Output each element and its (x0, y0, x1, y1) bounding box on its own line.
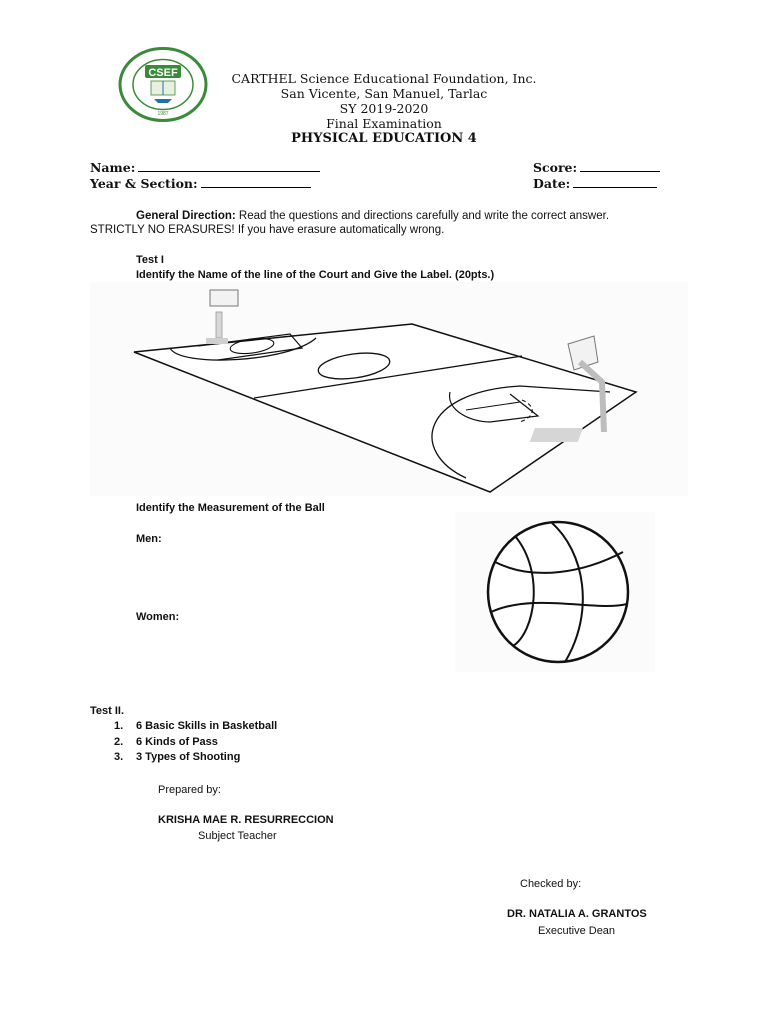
direction-text: Read the questions and directions carefully and write the correct answer. (235, 210, 610, 222)
logo-year: 1987 (157, 111, 169, 117)
date-label: Date: (533, 176, 571, 191)
general-direction (90, 209, 690, 237)
score-blank[interactable] (580, 160, 660, 172)
institution-name: CARTHEL Science Educational Foundation, Inc. (231, 71, 537, 86)
year-section-blank[interactable] (201, 176, 311, 188)
school-year: SY 2019-2020 (339, 101, 429, 116)
ball-instruction: Identify the Measurement of the Ball (136, 502, 325, 514)
direction-line2: STRICTLY NO ERASURES! If you have erasure automatically wrong. (90, 224, 445, 236)
prepared-by-title: Subject Teacher (198, 830, 277, 842)
test1-instruction: Identify the Name of the line of the Court and Give the Label. (20pts.) (136, 269, 495, 281)
score-label: Score: (533, 160, 578, 175)
date-field[interactable] (533, 176, 657, 191)
name-blank[interactable] (138, 160, 320, 172)
logo-initials: CSEF (148, 67, 178, 79)
test2-list (114, 719, 277, 766)
name-label: Name: (90, 160, 136, 175)
list-item: 3. 3 Types of Shooting (114, 751, 241, 763)
basketball-court-image (90, 282, 688, 496)
school-logo (118, 47, 208, 122)
exam-title: Final Examination (326, 116, 442, 131)
date-blank[interactable] (573, 176, 657, 188)
prepared-by-name: KRISHA MAE R. RESURRECCION (158, 814, 334, 826)
checked-by-label: Checked by: (520, 878, 582, 890)
test2-title: Test II. (90, 705, 125, 717)
subject-title: PHYSICAL EDUCATION 4 (291, 131, 477, 146)
name-field[interactable] (90, 160, 320, 175)
year-section-field[interactable] (90, 176, 311, 191)
list-item: 2. 6 Kinds of Pass (114, 735, 218, 748)
score-field[interactable] (533, 160, 660, 175)
direction-label: General Direction: (136, 210, 236, 222)
test1-title: Test I (136, 254, 164, 266)
checked-by-name: DR. NATALIA A. GRANTOS (507, 908, 647, 920)
basketball-image (455, 512, 655, 672)
institution-address: San Vicente, San Manuel, Tarlac (280, 86, 488, 101)
women-label: Women: (136, 611, 180, 623)
document-header (200, 71, 568, 146)
list-item: 1. 6 Basic Skills in Basketball (114, 720, 278, 732)
year-section-label: Year & Section: (90, 176, 198, 191)
men-label: Men: (136, 533, 162, 545)
prepared-by-label: Prepared by: (158, 784, 221, 796)
checked-by-title: Executive Dean (538, 925, 616, 937)
